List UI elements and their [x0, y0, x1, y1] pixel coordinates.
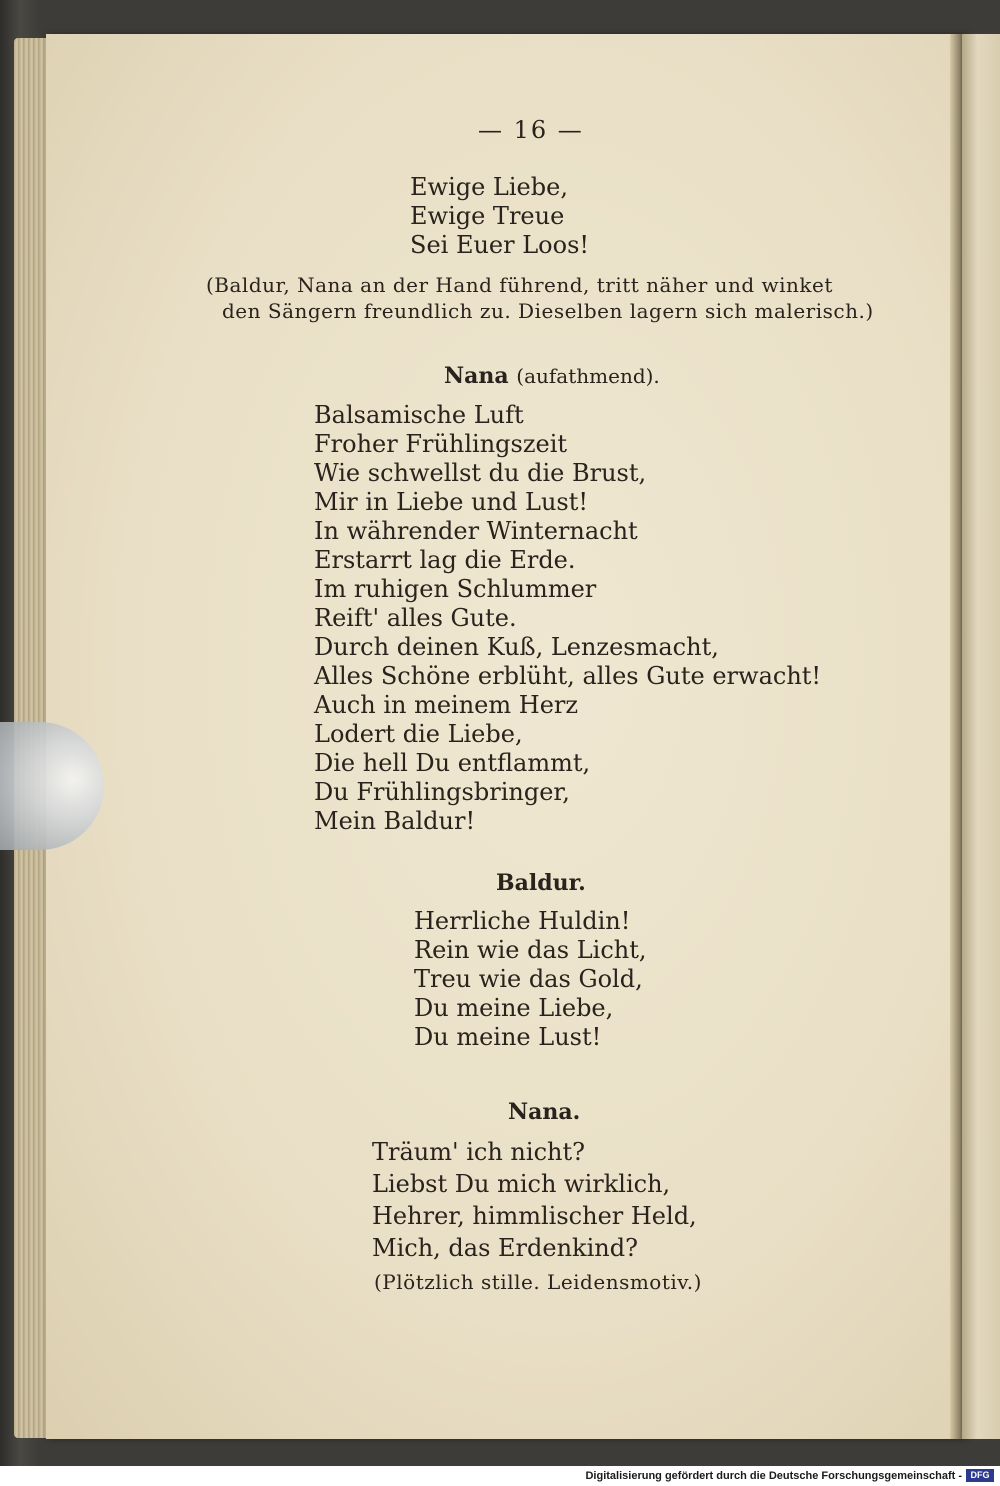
- verse-line: In währender Winternacht: [314, 517, 638, 545]
- speaker-heading: [444, 365, 660, 387]
- verse-line: Herrliche Huldin!: [414, 907, 631, 935]
- verse-line: Ewige Liebe,: [410, 173, 568, 201]
- dfg-logo: DFG: [966, 1469, 994, 1482]
- verse-line: Du Frühlingsbringer,: [314, 778, 570, 806]
- stage-direction-2: (Plötzlich stille. Leidensmotiv.): [374, 1270, 702, 1294]
- verse-line: Sei Euer Loos!: [410, 231, 590, 259]
- stage-direction-line: den Sängern freundlich zu. Dieselben lagern sich malerisch.): [222, 299, 874, 323]
- verse-line: Ewige Treue: [410, 202, 565, 230]
- verse-line: Wie schwellst du die Brust,: [314, 459, 647, 487]
- verse-line: Rein wie das Licht,: [414, 936, 647, 964]
- verse-line: Mich, das Erdenkind?: [372, 1234, 638, 1262]
- verse-line: Treu wie das Gold,: [414, 965, 643, 993]
- verse-line: Hehrer, himmlischer Held,: [372, 1202, 697, 1230]
- verse-line: Durch deinen Kuß, Lenzesmacht,: [314, 633, 719, 661]
- verse-line: Erstarrt lag die Erde.: [314, 546, 576, 574]
- digitization-footer: [0, 1466, 1000, 1486]
- verse-line: Reift' alles Gute.: [314, 604, 517, 632]
- speaker-heading: Nana.: [508, 1099, 581, 1125]
- verse-line: Im ruhigen Schlummer: [314, 575, 597, 603]
- verse-line: Auch in meinem Herz: [314, 691, 579, 719]
- verse-line: Mir in Liebe und Lust!: [314, 488, 589, 516]
- verse-line: Du meine Liebe,: [414, 994, 614, 1022]
- verse-line: Froher Frühlingszeit: [314, 430, 568, 458]
- verse-line: Balsamische Luft: [314, 401, 524, 429]
- speaker-heading: Baldur.: [496, 870, 586, 896]
- verse-line: Lodert die Liebe,: [314, 720, 523, 748]
- speaker-name: Nana: [444, 363, 509, 389]
- funding-note: Digitalisierung gefördert durch die Deutsche Forschungsgemeinschaft -: [585, 1470, 962, 1482]
- verse-line: Träum' ich nicht?: [372, 1138, 585, 1166]
- verse-line: Die hell Du entflammt,: [314, 749, 591, 777]
- page-number: — 16 —: [478, 116, 584, 144]
- verse-line: Mein Baldur!: [314, 807, 476, 835]
- verse-line: Alles Schöne erblüht, alles Gute erwacht!: [314, 662, 822, 690]
- verse-line: Liebst Du mich wirklich,: [372, 1170, 671, 1198]
- verse-line: Du meine Lust!: [414, 1023, 602, 1051]
- stage-direction-line: (Baldur, Nana an der Hand führend, tritt näher und winket: [206, 273, 833, 297]
- speaker-direction: (aufathmend).: [516, 364, 660, 388]
